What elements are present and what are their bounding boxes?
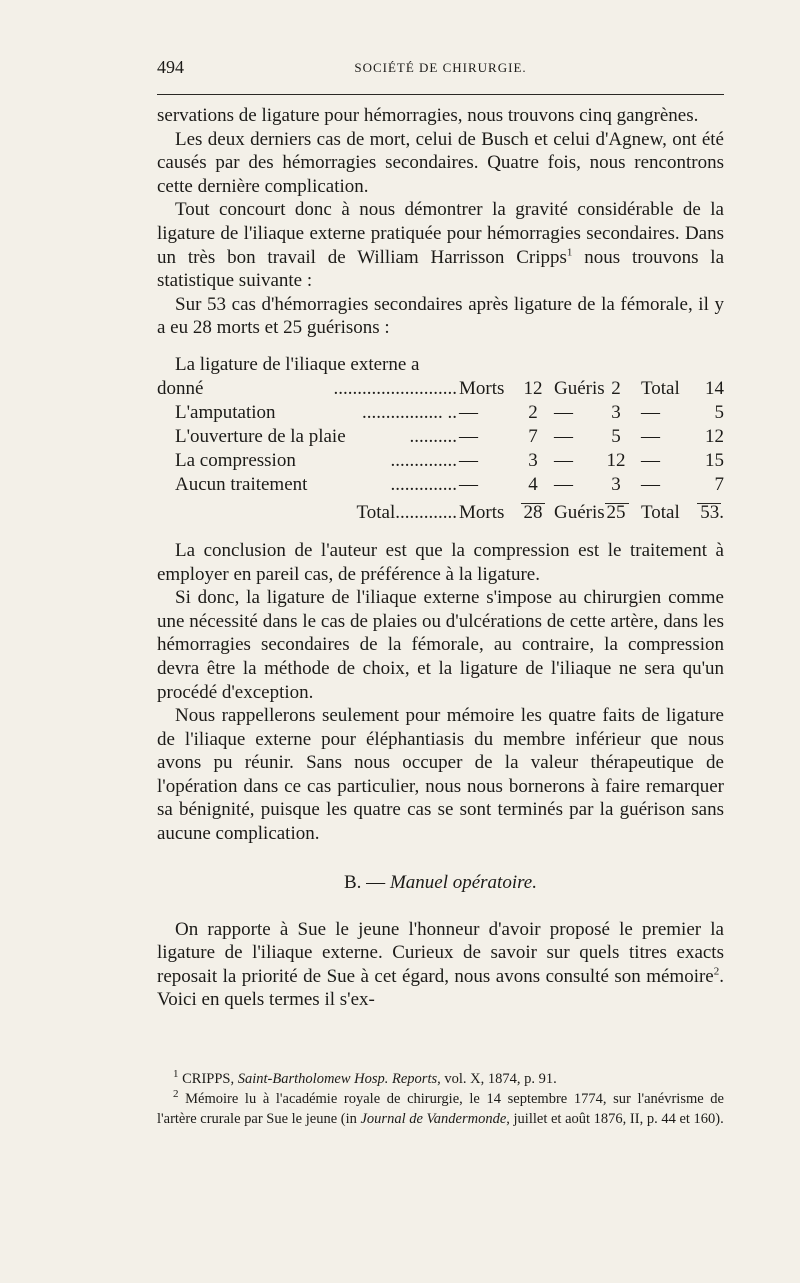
page-number: 494 (157, 57, 184, 77)
row-label: L'ouverture de la plaie (175, 425, 346, 447)
cell: 15 (705, 449, 724, 471)
cell: 12 (705, 425, 724, 447)
cell: — (554, 401, 573, 423)
cell: 25 (606, 501, 626, 523)
row-label: Aucun traitement (175, 473, 308, 495)
cell: — (641, 425, 660, 447)
cell: — (641, 401, 660, 423)
cell: 7 (528, 425, 538, 447)
cell: — (554, 449, 573, 471)
cell: — (641, 473, 660, 495)
running-title: SOCIÉTÉ DE CHIRURGIE. (354, 60, 527, 75)
cell: 12 (523, 377, 543, 399)
row-label: L'amputation (175, 401, 276, 423)
paragraph: Sur 53 cas d'hémorragies secondaires après ligature de la fémorale, il y a eu 28 morts et 25 guérisons : (157, 293, 724, 339)
cell: 53. (700, 501, 724, 523)
cell: — (554, 473, 573, 495)
paragraph: La conclusion de l'auteur est que la compression est le traitement à employer en pareil cas, de préférence à la ligature. (157, 539, 724, 585)
footnote-reference: 1 (566, 246, 573, 259)
cell: — (554, 425, 573, 447)
leader-dots: .............. (390, 473, 457, 495)
cell: 5 (611, 425, 621, 447)
cell: Morts (459, 377, 505, 399)
cell: 14 (705, 377, 724, 399)
leader-dots: .......................... (333, 377, 457, 399)
section-heading: B. — Manuel opératoire. (344, 871, 537, 893)
cell: 3 (611, 473, 621, 495)
total-label: Total (356, 501, 396, 523)
cell: Total (641, 377, 680, 399)
cell: — (459, 473, 478, 495)
cell: 28 (523, 501, 543, 523)
cell: Guéris (554, 501, 605, 523)
paragraph: Si donc, la ligature de l'iliaque externe s'impose au chirurgien comme une nécessité dans le cas de plaies ou d'ulcérations de cette artère, dans les hémorragies secondaires de la fémorale, au contraire, la compression devra être la méthode de choix, et la ligature de l'iliaque ne sera qu'un procédé d'exception. (157, 587, 724, 703)
cell: 2 (611, 377, 621, 399)
table-total-row (157, 501, 724, 525)
cell: 7 (714, 473, 724, 495)
table-row (157, 449, 724, 473)
cell: 12 (606, 449, 626, 471)
page-header (157, 57, 724, 83)
cell: Guéris (554, 377, 605, 399)
cell: 3 (611, 401, 621, 423)
row-label: La compression (175, 449, 296, 471)
cell: — (459, 401, 478, 423)
leader-dots: ................. .. (362, 401, 457, 423)
statistics-table (157, 353, 724, 525)
section-title: Manuel opératoire. (389, 871, 537, 893)
cell: 3 (528, 449, 538, 471)
cell: — (641, 449, 660, 471)
row-label: donné (157, 377, 204, 399)
cell: — (459, 449, 478, 471)
paragraph: Tout concourt donc à nous démontrer la gravité considérable de la ligature de l'iliaque externe pratiquée pour hémorragies secondaires. Dans un très bon travail de William Harrisson Cripps$^1$ nous trouvons la statistique suivante : (157, 199, 724, 292)
paragraph: On rapporte à Sue le jeune l'honneur d'avoir proposé le premier la ligature de l'iliaque externe. Curieux de savoir sur quels titres exacts reposait la priorité de Sue à cet égard, nous avons consulté son mémoire$^2$. Voici en quels termes il s'ex- (157, 918, 724, 1011)
leader-dots: .............. (390, 449, 457, 471)
table-row (157, 425, 724, 449)
cell: 2 (528, 401, 538, 423)
cell: Morts (459, 501, 505, 523)
header-rule (157, 94, 724, 95)
table-row (157, 473, 724, 497)
footnote-mark: 1 (173, 1068, 179, 1081)
table-intro: La ligature de l'iliaque externe a (175, 353, 420, 375)
cell: 4 (528, 473, 538, 495)
paragraph: Nous rappellerons seulement pour mémoire les quatre faits de ligature de l'iliaque externe pour éléphantiasis du membre inférieur que nous avons pu réunir. Sans nous occuper de la valeur thérapeutique de l'opération dans ce cas particulier, nous nous bornerons à faire remarquer sa bénignité, puisque les quatre cas se sont terminés par la guérison sans aucune complication. (157, 705, 724, 845)
cell: — (459, 425, 478, 447)
table-row (157, 377, 724, 401)
footnote: $^2$ Mémoire lu à l'académie royale de chirurgie, le 14 septembre 1774, sur l'anévrisme de l'artère crurale par Sue le jeune (in Journal de Vandermonde, juillet et août 1876, II, p. 44 et 160). (157, 1088, 724, 1127)
cell: 5 (714, 401, 724, 423)
page-body (157, 104, 724, 1012)
footnote-mark: 2 (173, 1088, 179, 1101)
paragraph: Les deux derniers cas de mort, celui de Busch et celui d'Agnew, ont été causés par des hémorragies secondaires. Quatre fois, nous rencontrons cette dernière complication. (157, 128, 724, 197)
footnote: $^1$ CRIPPS, Saint-Bartholomew Hosp. Reports, vol. X, 1874, p. 91. (173, 1068, 557, 1087)
footnote-reference: 2 (713, 965, 720, 978)
paragraph: servations de ligature pour hémorragies, nous trouvons cinq gangrènes. (157, 105, 699, 126)
leader-dots: ............. (395, 501, 457, 523)
leader-dots: .......... (409, 425, 457, 447)
cell: Total (641, 501, 680, 523)
footnotes (157, 1069, 724, 1129)
table-row (157, 401, 724, 425)
